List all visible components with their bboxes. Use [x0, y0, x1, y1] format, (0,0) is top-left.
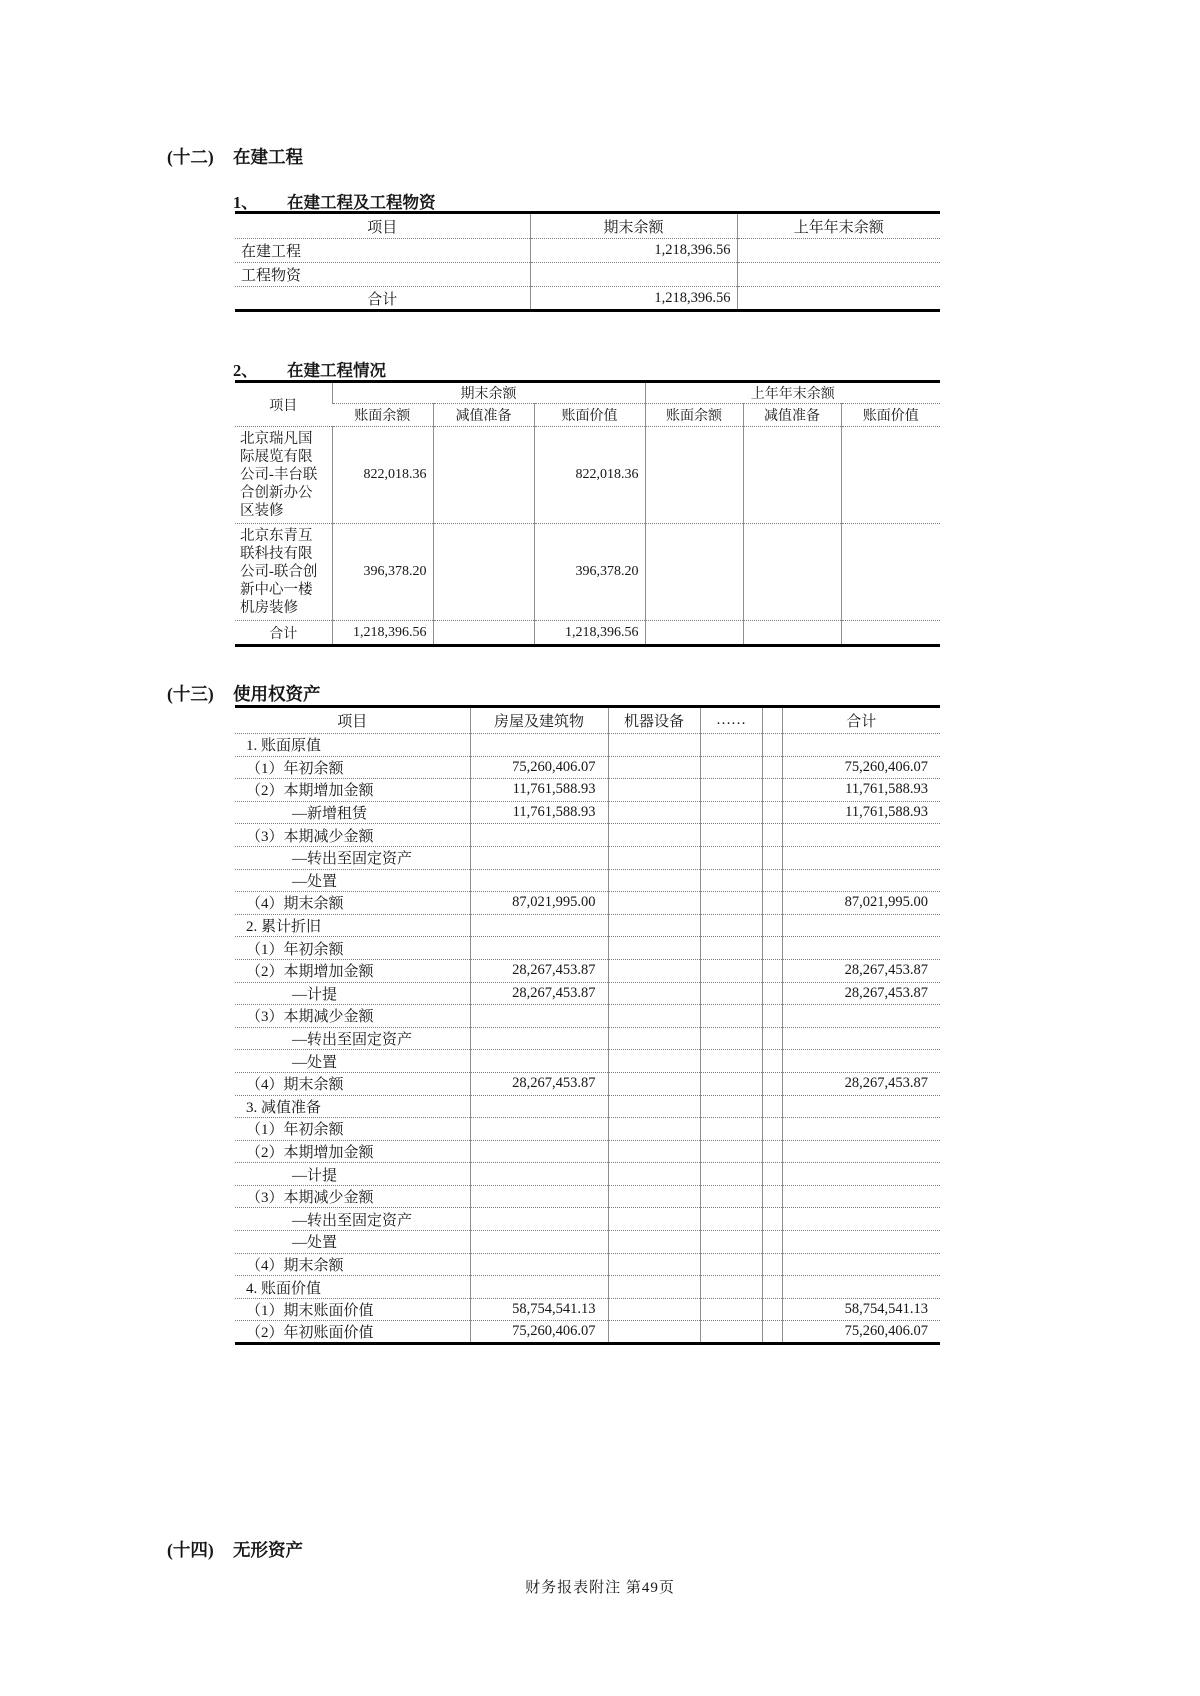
rou-table-row: [235, 937, 940, 960]
rou-cell-value: [700, 801, 762, 824]
table-row: [235, 263, 940, 287]
rou-table-row: [235, 1185, 940, 1208]
rou-table-row: [235, 1253, 940, 1276]
rou-cell-value: [470, 734, 608, 757]
rou-cell-value: 87,021,995.00: [470, 892, 608, 915]
rou-cell-value: [762, 1095, 782, 1118]
subsection-1-heading: [233, 189, 436, 213]
rou-cell-value: [700, 1118, 762, 1141]
rou-cell-value: [700, 914, 762, 937]
row-label: 在建工程: [235, 239, 530, 263]
row-value: [530, 263, 737, 287]
rou-cell-value: [762, 1005, 782, 1028]
total-row: [235, 621, 940, 646]
rou-cell-value: [782, 1118, 940, 1141]
rou-cell-value: [700, 1321, 762, 1344]
cell-value: 822,018.36: [534, 427, 645, 524]
rou-cell-value: [608, 1027, 700, 1050]
rou-table-row: [235, 1140, 940, 1163]
rou-table-row: [235, 982, 940, 1005]
rou-cell-value: [608, 1185, 700, 1208]
rou-cell-value: [608, 1095, 700, 1118]
rou-cell-value: 11,761,588.93: [782, 779, 940, 802]
sub-header-book-balance: 账面余额: [645, 404, 743, 427]
rou-cell-value: 58,754,541.13: [782, 1298, 940, 1321]
rou-cell-value: [608, 1231, 700, 1254]
rou-table-row: [235, 914, 940, 937]
rou-cell-value: [762, 734, 782, 757]
rou-row-label: —计提: [235, 982, 470, 1005]
rou-row-label: （2）年初账面价值: [235, 1321, 470, 1344]
rou-cell-value: 28,267,453.87: [470, 1072, 608, 1095]
rou-cell-value: [762, 756, 782, 779]
project-row: [235, 427, 940, 524]
total-value: 1,218,396.56: [534, 621, 645, 646]
rou-cell-value: [762, 1253, 782, 1276]
subsection-2-number: 2、: [233, 361, 258, 380]
col-header-buildings: 房屋及建筑物: [470, 707, 608, 734]
rou-cell-value: [700, 1276, 762, 1299]
rou-cell-value: [470, 1027, 608, 1050]
rou-row-label: —新增租赁: [235, 801, 470, 824]
rou-cell-value: [782, 1050, 940, 1073]
section-13-heading: [167, 681, 321, 706]
rou-cell-value: [762, 846, 782, 869]
rou-cell-value: [700, 1095, 762, 1118]
rou-cell-value: [608, 1163, 700, 1186]
rou-row-label: （4）期末余额: [235, 1253, 470, 1276]
rou-table-row: [235, 1321, 940, 1344]
rou-row-label: （4）期末余额: [235, 892, 470, 915]
col-header-item: 项目: [367, 219, 398, 236]
rou-cell-value: [762, 914, 782, 937]
row-value: [737, 263, 940, 287]
rou-cell-value: [762, 1321, 782, 1344]
rou-cell-value: [470, 937, 608, 960]
section-14-number: (十四): [167, 1540, 214, 1560]
rou-table-row: [235, 779, 940, 802]
cell-value: [433, 427, 534, 524]
rou-cell-value: [470, 1253, 608, 1276]
rou-cell-value: 11,761,588.93: [470, 801, 608, 824]
rou-cell-value: [608, 1050, 700, 1073]
rou-cell-value: [608, 1253, 700, 1276]
rou-cell-value: 75,260,406.07: [470, 756, 608, 779]
rou-table-row: [235, 892, 940, 915]
sub-header-book-value: 账面价值: [534, 404, 645, 427]
rou-cell-value: [700, 959, 762, 982]
rou-cell-value: [762, 869, 782, 892]
section-14-title: 无形资产: [233, 1540, 303, 1560]
rou-cell-value: [782, 1185, 940, 1208]
rou-cell-value: [470, 1231, 608, 1254]
rou-cell-value: [762, 779, 782, 802]
section-12-heading: [167, 144, 303, 169]
rou-cell-value: [700, 1163, 762, 1186]
rou-cell-value: 28,267,453.87: [470, 982, 608, 1005]
cell-value: [841, 427, 940, 524]
rou-row-label: （1）年初余额: [235, 756, 470, 779]
total-value: 1,218,396.56: [332, 621, 433, 646]
cip-summary-table: [235, 211, 940, 312]
rou-cell-value: [470, 914, 608, 937]
rou-cell-value: [782, 914, 940, 937]
rou-cell-value: [700, 1231, 762, 1254]
rou-cell-value: [470, 1140, 608, 1163]
rou-table-row: [235, 1231, 940, 1254]
total-value: 1,218,396.56: [530, 287, 737, 311]
rou-table-body: [235, 734, 940, 1344]
rou-cell-value: 28,267,453.87: [782, 982, 940, 1005]
project-name: 北京瑞凡国际展览有限公司-丰台联合创新办公区装修: [235, 427, 332, 524]
rou-header-row: [235, 707, 940, 734]
rou-cell-value: [700, 846, 762, 869]
cell-value: 396,378.20: [534, 524, 645, 621]
rou-cell-value: [608, 801, 700, 824]
rou-table-row: [235, 846, 940, 869]
rou-cell-value: [470, 1118, 608, 1141]
rou-cell-value: [700, 1005, 762, 1028]
rou-table-row: [235, 801, 940, 824]
table-row: [235, 239, 940, 263]
rou-cell-value: [700, 1298, 762, 1321]
total-value: [841, 621, 940, 646]
rou-cell-value: [608, 937, 700, 960]
section-14-heading: [167, 1537, 303, 1562]
sub-header-impairment: 减值准备: [433, 404, 534, 427]
rou-row-label: 4. 账面价值: [235, 1276, 470, 1299]
rou-cell-value: [608, 779, 700, 802]
cell-value: [433, 524, 534, 621]
rou-cell-value: [762, 1185, 782, 1208]
rou-cell-value: [782, 1276, 940, 1299]
cell-value: [645, 427, 743, 524]
rou-cell-value: [700, 1185, 762, 1208]
rou-cell-value: [608, 1072, 700, 1095]
rou-cell-value: [700, 779, 762, 802]
rou-row-label: （1）年初余额: [235, 937, 470, 960]
rou-cell-value: [608, 1140, 700, 1163]
project-name: 北京东青互联科技有限公司-联合创新中心一楼机房装修: [235, 524, 332, 621]
rou-cell-value: [608, 869, 700, 892]
rou-row-label: —转出至固定资产: [235, 1027, 470, 1050]
rou-cell-value: [762, 1208, 782, 1231]
rou-cell-value: [762, 1050, 782, 1073]
rou-cell-value: [782, 1231, 940, 1254]
subsection-1-number: 1、: [233, 193, 258, 212]
rou-cell-value: 75,260,406.07: [470, 1321, 608, 1344]
rou-cell-value: [470, 1005, 608, 1028]
col-header-item: 项目: [337, 714, 368, 730]
cip-detail-sub-header-row: [235, 404, 940, 427]
rou-cell-value: [700, 1208, 762, 1231]
rou-cell-value: [700, 937, 762, 960]
rou-row-label: 3. 减值准备: [235, 1095, 470, 1118]
rou-cell-value: [762, 1140, 782, 1163]
rou-table-row: [235, 734, 940, 757]
rou-cell-value: [762, 1118, 782, 1141]
rou-asset-table: [235, 705, 940, 1345]
rou-table-row: [235, 869, 940, 892]
total-row: [235, 287, 940, 311]
rou-cell-value: [608, 756, 700, 779]
rou-row-label: —处置: [235, 1050, 470, 1073]
rou-cell-value: [700, 982, 762, 1005]
cell-value: [743, 427, 841, 524]
rou-row-label: —计提: [235, 1163, 470, 1186]
rou-table-row: [235, 1050, 940, 1073]
rou-cell-value: [782, 1140, 940, 1163]
total-value: [743, 621, 841, 646]
rou-row-label: （2）本期增加金额: [235, 779, 470, 802]
rou-cell-value: [700, 1253, 762, 1276]
rou-table-row: [235, 1118, 940, 1141]
rou-cell-value: [608, 1005, 700, 1028]
rou-cell-value: [700, 1072, 762, 1095]
rou-cell-value: [608, 914, 700, 937]
rou-cell-value: [700, 869, 762, 892]
rou-cell-value: [608, 824, 700, 847]
rou-cell-value: 11,761,588.93: [782, 801, 940, 824]
rou-cell-value: [762, 1027, 782, 1050]
rou-cell-value: [782, 1095, 940, 1118]
rou-cell-value: [762, 1231, 782, 1254]
rou-table-row: [235, 1005, 940, 1028]
total-label: 合计: [235, 287, 530, 311]
rou-cell-value: [782, 1163, 940, 1186]
rou-cell-value: [470, 824, 608, 847]
rou-table-row: [235, 1276, 940, 1299]
cell-value: [841, 524, 940, 621]
cip-detail-table: [235, 380, 940, 647]
rou-table-row: [235, 959, 940, 982]
group-header-prior-year-balance: 上年年末余额: [645, 382, 940, 404]
rou-cell-value: [608, 734, 700, 757]
rou-cell-value: [608, 959, 700, 982]
rou-cell-value: [470, 1185, 608, 1208]
rou-cell-value: 75,260,406.07: [782, 1321, 940, 1344]
rou-cell-value: [470, 1208, 608, 1231]
total-value: [433, 621, 534, 646]
rou-cell-value: [608, 1321, 700, 1344]
rou-cell-value: 28,267,453.87: [782, 959, 940, 982]
rou-cell-value: [700, 824, 762, 847]
rou-cell-value: [700, 892, 762, 915]
rou-cell-value: [782, 734, 940, 757]
rou-cell-value: [782, 1005, 940, 1028]
row-label: 工程物资: [235, 263, 530, 287]
rou-row-label: （3）本期减少金额: [235, 824, 470, 847]
rou-cell-value: [608, 1208, 700, 1231]
rou-row-label: （3）本期减少金额: [235, 1005, 470, 1028]
rou-cell-value: [762, 937, 782, 960]
section-13-number: (十三): [167, 684, 214, 704]
project-row: [235, 524, 940, 621]
total-value: [737, 287, 940, 311]
sub-header-book-balance: 账面余额: [354, 409, 411, 424]
row-value: 1,218,396.56: [530, 239, 737, 263]
col-header-prior-year-balance: 上年年末余额: [737, 213, 940, 239]
rou-row-label: —转出至固定资产: [235, 846, 470, 869]
rou-row-label: （3）本期减少金额: [235, 1185, 470, 1208]
rou-table-row: [235, 824, 940, 847]
rou-cell-value: [608, 1118, 700, 1141]
rou-table-row: [235, 1163, 940, 1186]
rou-table-row: [235, 1208, 940, 1231]
cell-value: 396,378.20: [332, 524, 433, 621]
rou-cell-value: [700, 1050, 762, 1073]
rou-cell-value: [782, 937, 940, 960]
total-value: [645, 621, 743, 646]
rou-row-label: （4）期末余额: [235, 1072, 470, 1095]
subsection-2-heading: [233, 357, 386, 381]
cell-value: [645, 524, 743, 621]
rou-cell-value: [608, 1276, 700, 1299]
page-footer: 财务报表附注 第49页: [525, 1580, 675, 1596]
rou-cell-value: [608, 892, 700, 915]
col-header-total: 合计: [782, 707, 940, 734]
rou-cell-value: [608, 846, 700, 869]
col-header-item: 项目: [235, 382, 332, 427]
sub-header-book-value: 账面价值: [841, 404, 940, 427]
rou-cell-value: [782, 869, 940, 892]
rou-row-label: （2）本期增加金额: [235, 959, 470, 982]
rou-cell-value: [762, 1163, 782, 1186]
rou-cell-value: [608, 982, 700, 1005]
rou-cell-value: [470, 1095, 608, 1118]
rou-cell-value: [700, 1140, 762, 1163]
cell-value: [743, 524, 841, 621]
rou-cell-value: [762, 801, 782, 824]
section-13-title: 使用权资产: [233, 684, 321, 704]
rou-cell-value: 28,267,453.87: [782, 1072, 940, 1095]
col-header-ending-balance: 期末余额: [530, 213, 737, 239]
section-12-number: (十二): [167, 147, 214, 167]
rou-cell-value: [782, 1253, 940, 1276]
rou-cell-value: [470, 869, 608, 892]
rou-cell-value: [762, 1298, 782, 1321]
section-12-title: 在建工程: [233, 147, 303, 167]
rou-cell-value: [782, 846, 940, 869]
rou-cell-value: [700, 734, 762, 757]
rou-cell-value: [608, 1298, 700, 1321]
col-header-ellipsis: ……: [700, 707, 762, 734]
rou-cell-value: [762, 959, 782, 982]
row-value: [737, 239, 940, 263]
sub-header-impairment: 减值准备: [743, 404, 841, 427]
rou-table-row: [235, 1027, 940, 1050]
col-header-spacer: [762, 707, 782, 734]
col-header-machinery: 机器设备: [608, 707, 700, 734]
rou-table-row: [235, 1095, 940, 1118]
rou-table-row: [235, 756, 940, 779]
rou-cell-value: [762, 982, 782, 1005]
rou-cell-value: [782, 1027, 940, 1050]
subsection-1-title: 在建工程及工程物资: [287, 193, 436, 212]
rou-cell-value: [782, 824, 940, 847]
rou-table-row: [235, 1072, 940, 1095]
rou-row-label: 1. 账面原值: [235, 734, 470, 757]
cip-detail-group-header-row: [235, 382, 940, 404]
rou-cell-value: [470, 1276, 608, 1299]
rou-row-label: —处置: [235, 869, 470, 892]
rou-cell-value: [700, 1027, 762, 1050]
rou-row-label: 2. 累计折旧: [235, 914, 470, 937]
rou-cell-value: 58,754,541.13: [470, 1298, 608, 1321]
rou-row-label: （2）本期增加金额: [235, 1140, 470, 1163]
rou-cell-value: [762, 892, 782, 915]
rou-cell-value: [470, 1163, 608, 1186]
rou-row-label: （1）年初余额: [235, 1118, 470, 1141]
rou-cell-value: 11,761,588.93: [470, 779, 608, 802]
rou-row-label: （1）期末账面价值: [235, 1298, 470, 1321]
cip-summary-header-row: [235, 213, 940, 239]
rou-cell-value: 75,260,406.07: [782, 756, 940, 779]
group-header-ending-balance: 期末余额: [332, 382, 645, 404]
rou-cell-value: [762, 824, 782, 847]
rou-row-label: —转出至固定资产: [235, 1208, 470, 1231]
rou-cell-value: [762, 1276, 782, 1299]
rou-cell-value: [762, 1072, 782, 1095]
rou-cell-value: [470, 846, 608, 869]
rou-row-label: —处置: [235, 1231, 470, 1254]
rou-cell-value: 28,267,453.87: [470, 959, 608, 982]
cell-value: 822,018.36: [332, 427, 433, 524]
rou-cell-value: [700, 756, 762, 779]
subsection-2-title: 在建工程情况: [287, 361, 386, 380]
total-label: 合计: [235, 621, 332, 646]
rou-cell-value: [470, 1050, 608, 1073]
rou-cell-value: 87,021,995.00: [782, 892, 940, 915]
rou-table-row: [235, 1298, 940, 1321]
rou-cell-value: [782, 1208, 940, 1231]
